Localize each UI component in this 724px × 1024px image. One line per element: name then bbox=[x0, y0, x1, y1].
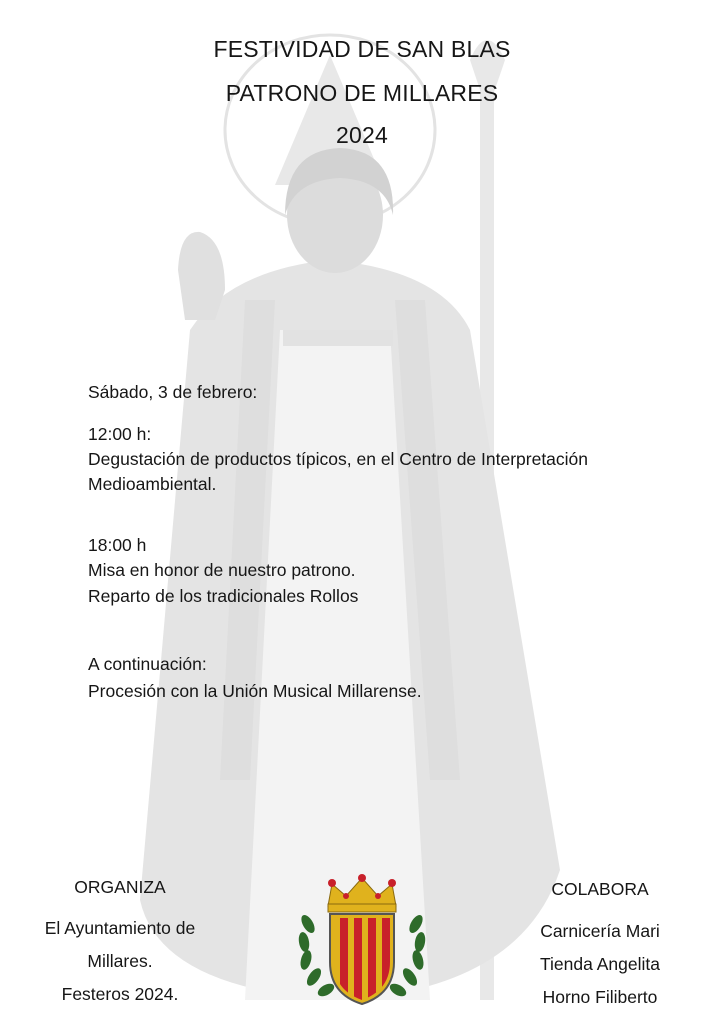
colabora-line-3: Horno Filiberto bbox=[542, 987, 658, 1007]
event-3-time: A continuación: bbox=[88, 654, 207, 674]
program-date: Sábado, 3 de febrero: bbox=[88, 382, 258, 402]
colabora-line-1: Carnicería Mari bbox=[540, 921, 660, 941]
event-2-line-1: Misa en honor de nuestro patrono. bbox=[88, 560, 356, 580]
event-2-time: 18:00 h bbox=[88, 535, 147, 555]
organiza-line-1: El Ayuntamiento de bbox=[44, 918, 196, 938]
organiza-line-3: Festeros 2024. bbox=[61, 984, 179, 1004]
event-3-line-1: Procesión con la Unión Musical Millarense. bbox=[88, 681, 422, 701]
title-year: 2024 bbox=[336, 122, 388, 148]
organiza-heading: ORGANIZA bbox=[74, 877, 166, 897]
colabora-line-2: Tienda Angelita bbox=[540, 954, 660, 974]
organiza-line-2: Millares. bbox=[87, 951, 153, 971]
event-1-line-2: Medioambiental. bbox=[88, 474, 217, 494]
coat-of-arms-icon bbox=[292, 872, 432, 1012]
colabora-heading: COLABORA bbox=[551, 879, 649, 899]
event-2-line-2: Reparto de los tradicionales Rollos bbox=[88, 586, 359, 606]
title-line-2: PATRONO DE MILLARES bbox=[225, 80, 499, 106]
event-1-time: 12:00 h: bbox=[88, 424, 152, 444]
event-1-line-1: Degustación de productos típicos, en el Centro de Interpretación bbox=[88, 449, 589, 469]
title-line-1: FESTIVIDAD DE SAN BLAS bbox=[213, 36, 511, 62]
